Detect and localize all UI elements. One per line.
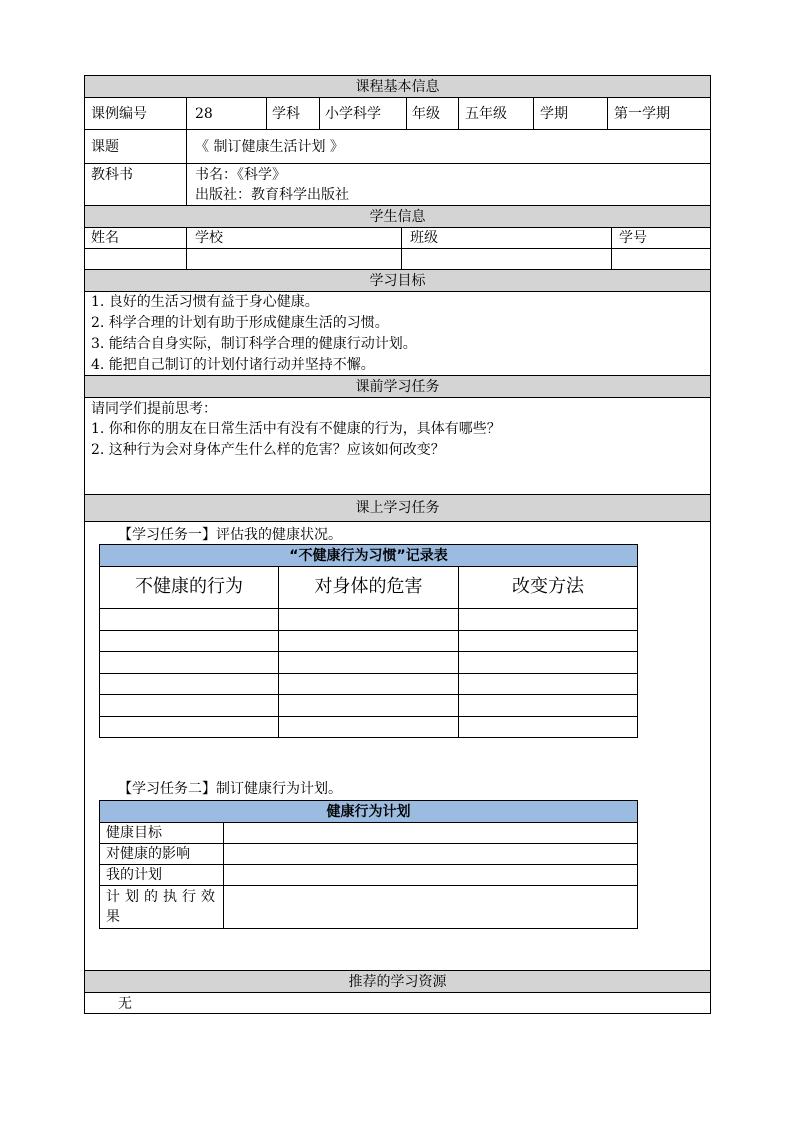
school-label: 学校 xyxy=(195,230,223,246)
term-value: 第一学期 xyxy=(614,106,670,122)
plan-row-my-plan: 我的计划 xyxy=(106,867,162,883)
name-label: 姓名 xyxy=(91,230,119,246)
pre-class-item: 1. 你和你的朋友在日常生活中有没有不健康的行为，具体有哪些？ xyxy=(91,421,501,437)
plan-row-impact: 对健康的影响 xyxy=(106,846,190,862)
table1-col-behavior: 不健康的行为 xyxy=(135,576,243,597)
lesson-no-value: 28 xyxy=(195,106,213,122)
goal-item: 4. 能把自己制订的计划付诸行动并坚持不懈。 xyxy=(91,357,375,373)
student-id-label: 学号 xyxy=(619,230,647,246)
goals-header: 学习目标 xyxy=(369,273,426,289)
lesson-no-label: 课例编号 xyxy=(91,106,147,122)
goal-item: 3. 能结合自身实际，制订科学合理的健康行动计划。 xyxy=(91,336,417,352)
goal-item: 1. 良好的生活习惯有益于身心健康。 xyxy=(91,294,319,310)
pre-class-intro: 请同学们提前思考： xyxy=(91,401,217,417)
class-label: 班级 xyxy=(410,230,438,246)
term-label: 学期 xyxy=(540,106,568,122)
table1-col-harm: 对身体的危害 xyxy=(314,576,423,597)
resources-header: 推荐的学习资源 xyxy=(348,974,447,990)
subject-value: 小学科学 xyxy=(325,106,381,122)
task2-label: 【学习任务二】制订健康行为计划。 xyxy=(118,781,342,797)
subject-label: 学科 xyxy=(272,106,300,122)
table2-title: 健康行为计划 xyxy=(326,804,411,820)
grade-value: 五年级 xyxy=(465,106,507,122)
plan-row-effect-cont: 果 xyxy=(106,909,120,925)
goal-item: 2. 科学合理的计划有助于形成健康生活的习惯。 xyxy=(91,315,389,331)
publisher: 出版社：教育科学出版社 xyxy=(195,187,349,203)
table1-title: “不健康行为习惯”记录表 xyxy=(289,548,448,564)
pre-class-item: 2. 这种行为会对身体产生什么样的危害？应该如何改变？ xyxy=(91,442,445,458)
plan-row-goal: 健康目标 xyxy=(106,825,162,841)
student-info-header: 学生信息 xyxy=(369,209,426,225)
topic-label: 课题 xyxy=(91,139,119,155)
plan-row-effect: 计划的执行效 xyxy=(106,889,220,905)
in-class-header: 课上学习任务 xyxy=(355,500,440,516)
book-name: 书名：《科学》 xyxy=(195,167,286,183)
resources-value: 无 xyxy=(118,996,132,1012)
table1-col-fix: 改变方法 xyxy=(512,576,584,597)
textbook-label: 教科书 xyxy=(91,167,133,183)
grade-label: 年级 xyxy=(412,106,440,122)
course-info-header: 课程基本信息 xyxy=(355,79,440,95)
task1-label: 【学习任务一】评估我的健康状况。 xyxy=(118,527,342,543)
topic-value: 《 制订健康生活计划 》 xyxy=(195,139,344,155)
pre-class-header: 课前学习任务 xyxy=(355,379,440,395)
